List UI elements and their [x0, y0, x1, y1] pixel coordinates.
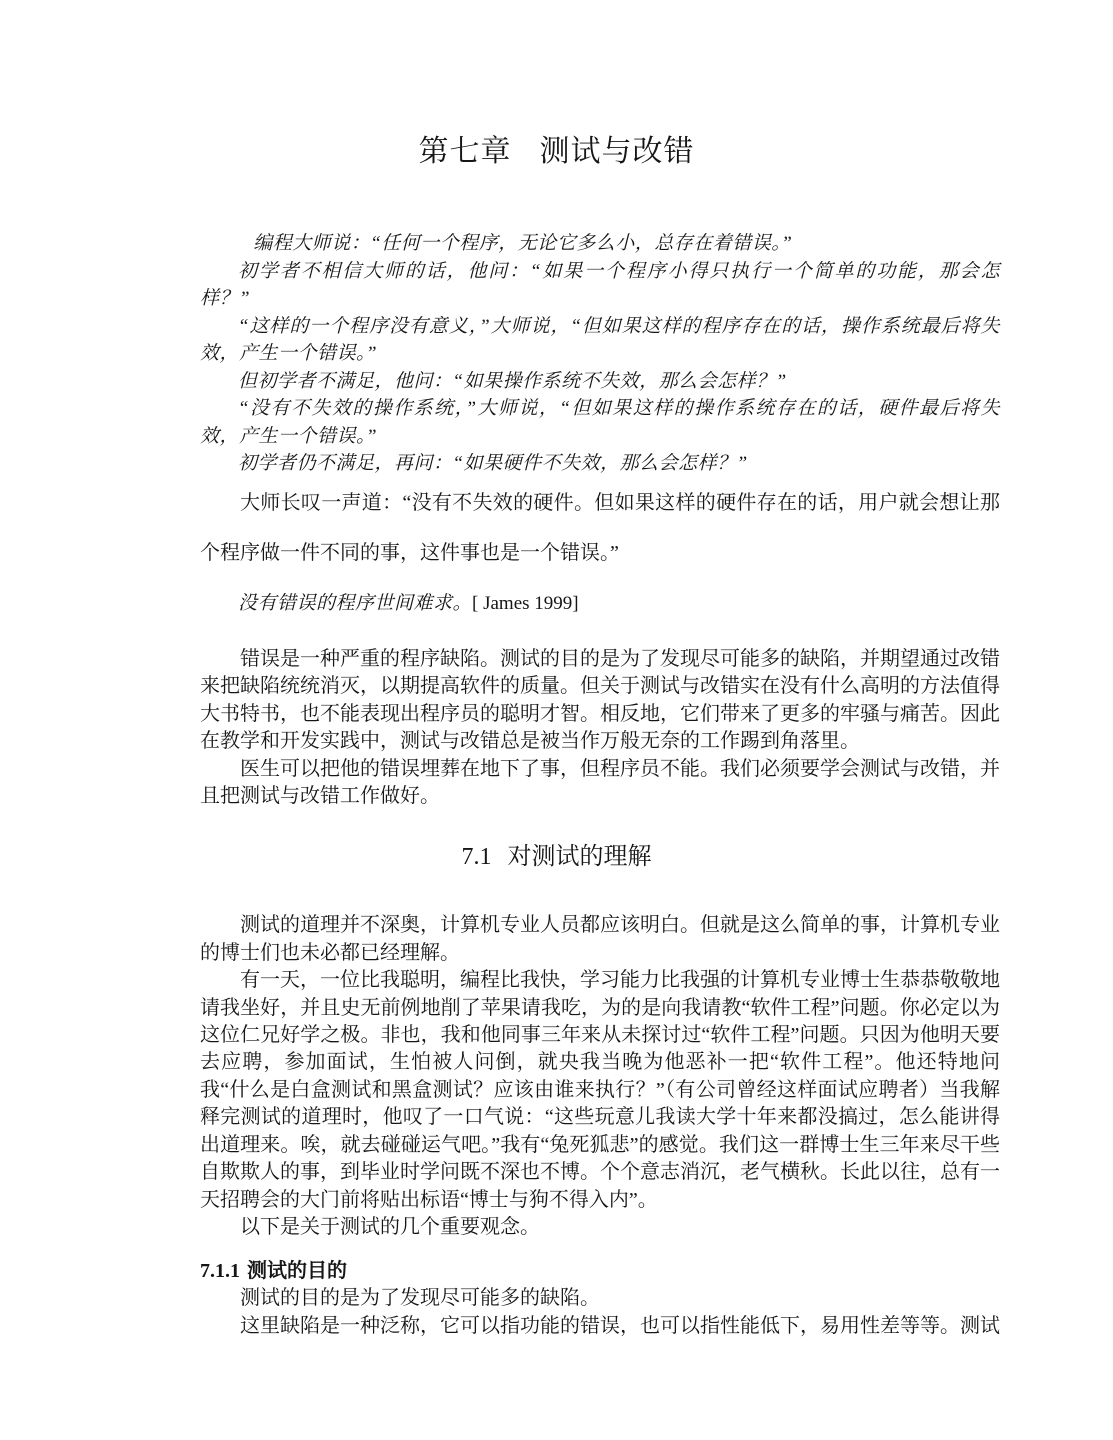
chapter-title-text: 测试与改错 — [539, 135, 695, 168]
opening-quote-block — [200, 230, 1000, 478]
subsection-heading — [200, 1258, 1000, 1285]
section-title-text: 对测试的理解 — [507, 844, 652, 871]
section-paragraph: 有一天，一位比我聪明，编程比我快，学习能力比我强的计算机专业博士生恭恭敬敬地请我坐好，并且史无前例地削了苹果请我吃，为的是向我请教“软件工程”问题。你必定以为这位仁兄好学之极。非也，我和他同事三年来从未探讨过“软件工程”问题。只因为他明天要去应聘，参加面试，生怕被人问倒，就央我当晚为他恶补一把“软件工程”。他还特地问我“什么是白盒测试和黑盒测试？应该由谁来执行？”（有公司曾经这样面试应聘者）当我解释完测试的道理时，他叹了一口气说：“这些玩意儿我读大学十年来都没搞过，怎么能讲得出道理来。唉，就去碰碰运气吧。”我有“兔死狐悲”的感觉。我们这一群博士生三年来尽干些自欺欺人的事，到毕业时学问既不深也不博。个个意志消沉，老气横秋。长此以往，总有一天招聘会的大门前将贴出标语“博士与狗不得入内”。 — [200, 969, 1000, 1211]
intro-paragraph: 错误是一种严重的程序缺陷。测试的目的是为了发现尽可能多的缺陷，并期望通过改错来把缺陷统统消灭，以期提高软件的质量。但关于测试与改错实在没有什么高明的方法值得大书特书，也不能表现出程序员的聪明才智。相反地，它们带来了更多的牢骚与痛苦。因此在教学和开发实践中，测试与改错总是被当作万般无奈的工作踢到角落里。 — [200, 648, 1000, 753]
quote-paragraph: “这样的一个程序没有意义，”大师说，“但如果这样的程序存在的话，操作系统最后将失效，产生一个错误。” — [200, 315, 1000, 364]
section-body — [200, 912, 1000, 1241]
quote-paragraph: “没有不失效的操作系统，”大师说，“但如果这样的操作系统存在的话，硬件最后将失效，产生一个错误。” — [200, 398, 1000, 447]
quote-closing-line — [200, 579, 1000, 630]
quote-spaced-paragraph: 大师长叹一声道：“没有不失效的硬件。但如果这样的硬件存在的话，用户就会想让那个程序做一件不同的事，这件事也是一个错误。” — [200, 491, 1000, 564]
subsection-paragraph: 这里缺陷是一种泛称，它可以指功能的错误，也可以指性能低下，易用性差等等。测试 — [240, 1314, 1000, 1337]
quote-paragraph: 但初学者不满足，他问：“如果操作系统不失效，那么会怎样？” — [238, 370, 787, 392]
intro-block — [200, 646, 1000, 810]
chapter-title — [0, 134, 1113, 170]
quote-paragraph: 初学者不相信大师的话，他问：“如果一个程序小得只执行一个简单的功能，那会怎样？” — [200, 260, 1000, 309]
quote-paragraph: 编程大师说：“任何一个程序，无论它多么小，总存在着错误。” — [253, 233, 793, 254]
quote-paragraph: 初学者仍不满足，再问：“如果硬件不失效，那么会怎样？” — [238, 453, 748, 474]
chapter-number: 第七章 — [418, 135, 512, 168]
section-heading — [0, 842, 1113, 872]
intro-paragraph: 医生可以把他的错误埋葬在地下了事，但程序员不能。我们必须要学会测试与改错，并且把测试与改错工作做好。 — [200, 757, 1000, 808]
quote-spaced-block — [200, 478, 1000, 630]
subsection-body — [200, 1285, 1000, 1340]
section-paragraph: 测试的道理并不深奥，计算机专业人员都应该明白。但就是这么简单的事，计算机专业的博士们也未必都已经理解。 — [200, 914, 1000, 964]
subsection-number: 7.1.1 — [200, 1260, 240, 1283]
subsection-title-text: 测试的目的 — [247, 1260, 347, 1283]
subsection-paragraph: 测试的目的是为了发现尽可能多的缺陷。 — [240, 1287, 600, 1310]
quote-closing-text: 没有错误的程序世间难求。 — [238, 592, 473, 614]
citation-ref: [ James 1999] — [472, 592, 579, 614]
section-number: 7.1 — [461, 844, 492, 871]
section-paragraph: 以下是关于测试的几个重要观念。 — [240, 1215, 540, 1238]
